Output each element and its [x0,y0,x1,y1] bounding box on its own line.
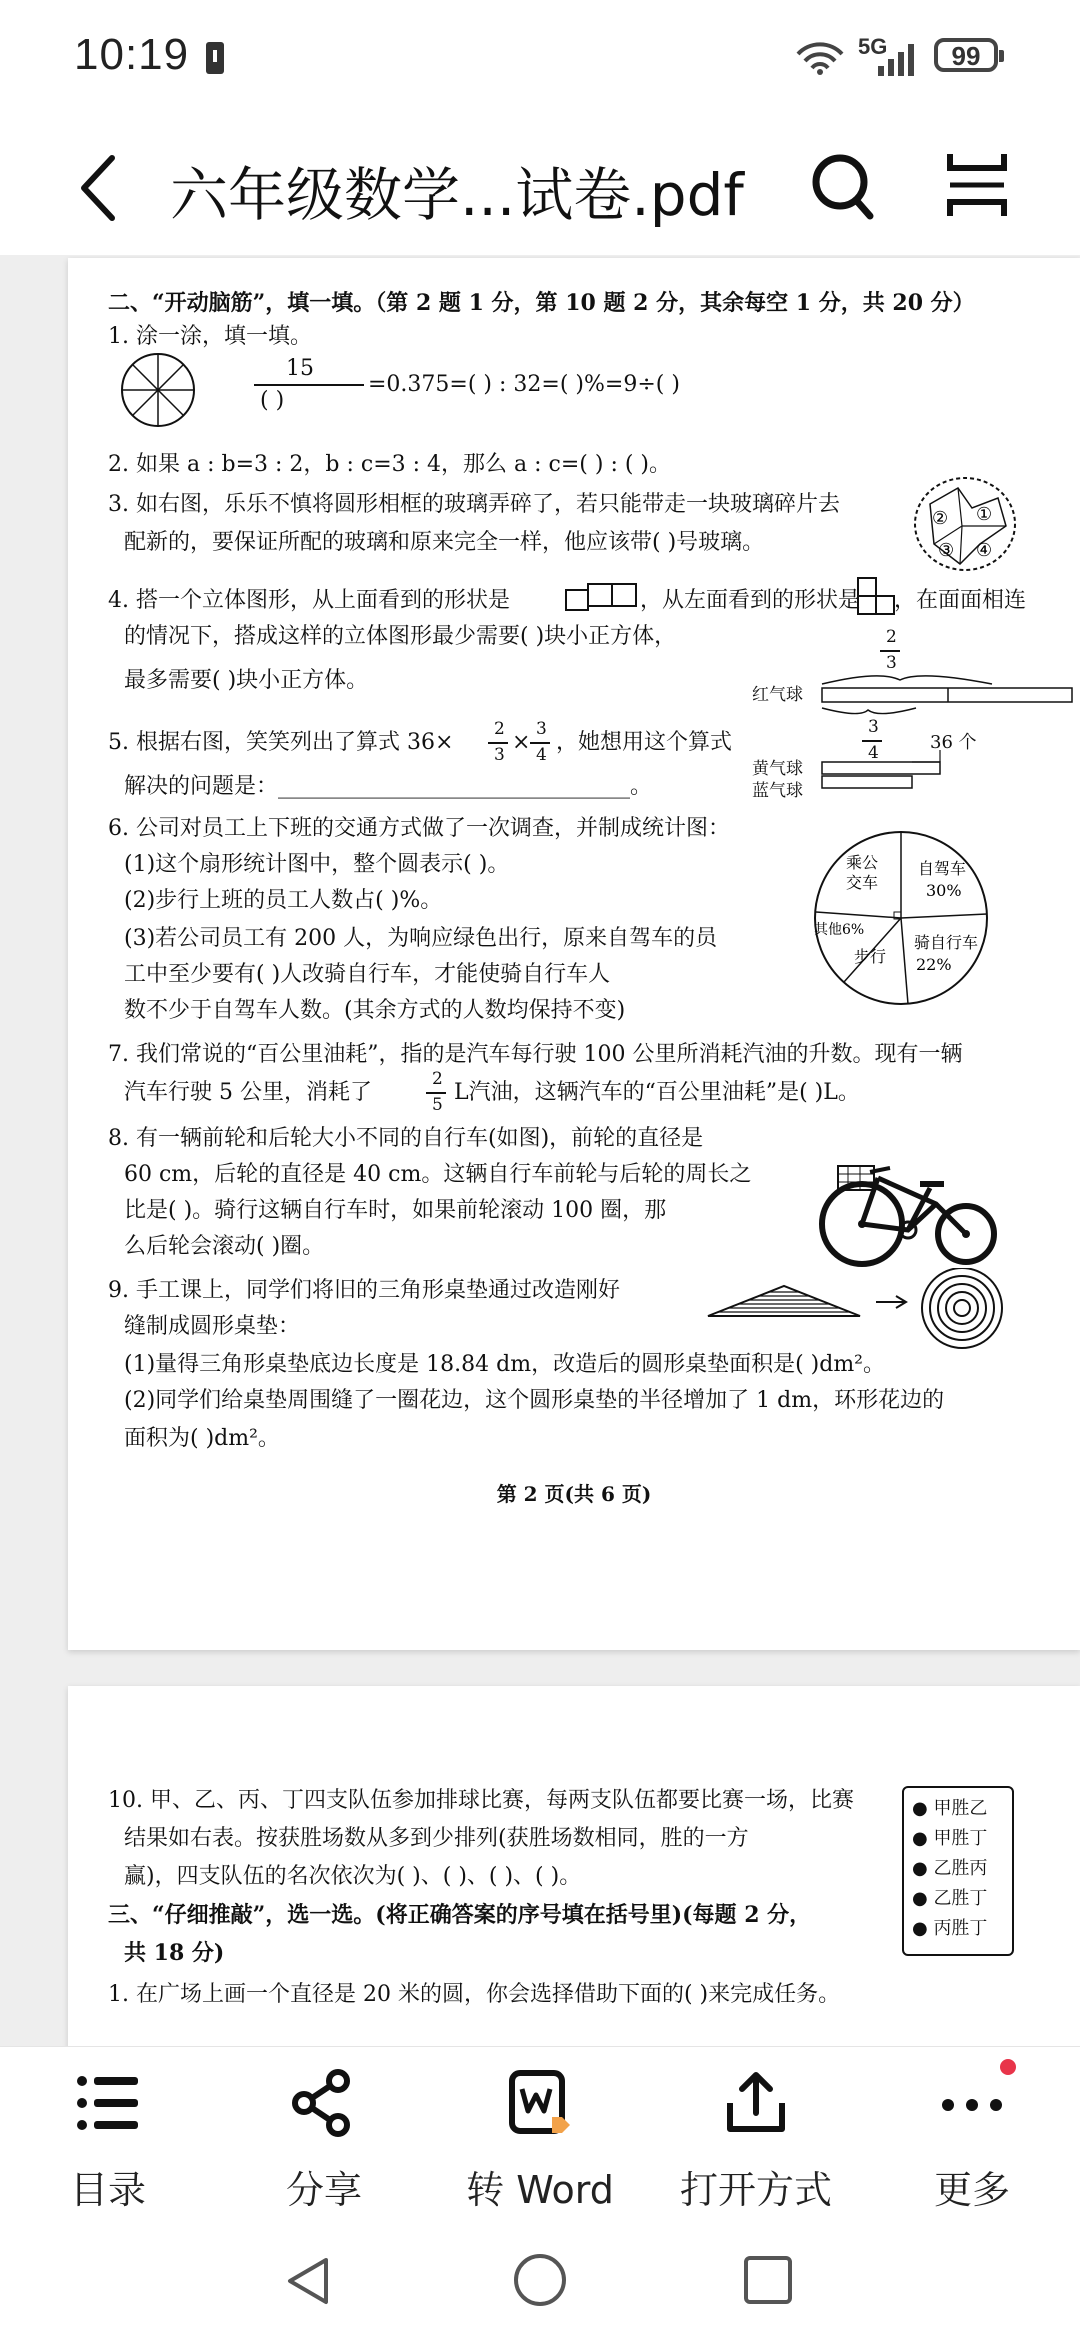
question-line: 10. 甲、乙、丙、丁四支队伍参加排球比赛，每两支队伍都要比赛一场，比赛 [108,1788,854,1813]
question-line: ，从左面看到的形状是 [640,588,861,613]
question-line: ，她想用这个算式 [556,730,733,755]
share-label: 分享 [285,2168,362,2212]
pdf-viewer[interactable] [0,256,1080,2046]
glass-label: ① [976,504,993,525]
document-title: 六年级数学...试卷.pdf [170,161,744,229]
question-line: (2)同学们给桌垫周围缝了一圈花边，这个圆形桌垫的半径增加了 1 dm，环形花边的 [124,1388,945,1413]
word-convert-icon [504,2067,576,2139]
result-item: ● 甲胜乙 [912,1798,988,1819]
question-line: ，在面面相连 [894,588,1027,613]
pie-label: 骑自行车 [914,933,979,952]
glass-label: ③ [938,540,955,561]
question-line: 5. 根据右图，笑笑列出了算式 36× [108,730,454,755]
page-number: 第 2 页(共 6 页) [496,1482,652,1506]
more-icon [936,2067,1008,2139]
pdf-page-2 [68,258,1080,1650]
bar-label-blue: 蓝气球 [752,781,803,801]
fraction-label: 4 [868,743,879,763]
notification-dot [1000,2059,1016,2075]
question-line: 8. 有一辆前轮和后轮大小不同的自行车(如图)，前轮的直径是 [108,1126,704,1151]
pie-label: 自驾车 [918,859,967,878]
broken-glass-figure [910,474,1020,574]
pdf-page-3 [68,1686,1080,2046]
glass-label: ④ [976,540,993,561]
nav-recents-icon[interactable] [742,2254,794,2306]
more-label: 更多 [933,2168,1010,2212]
result-item: ● 丙胜丁 [912,1918,988,1939]
fraction-label: 3 [868,717,879,737]
status-time: 10:19 [74,30,190,79]
battery-saver-icon [206,42,224,74]
question-line: 3. 如右图，乐乐不慎将圆形相框的玻璃弄碎了，若只能带走一块玻璃碎片去 [108,492,840,517]
pie-value: 30% [926,881,962,900]
toc-button[interactable] [0,2047,216,2227]
section-heading: 二、“开动脑筋”，填一填。（第 2 题 1 分，第 10 题 2 分，其余每空 1 分，共 20 分） [108,290,975,316]
question-line: L汽油，这辆汽车的“百公里油耗”是( )L。 [454,1080,860,1105]
question-line: 赢)，四支队伍的名次依次为( )、( )、( )、( )。 [124,1864,582,1889]
pie-label: 乘公 [846,853,879,872]
question-line: 6. 公司对员工上下班的交通方式做了一次调查，并制成统计图： [108,816,730,841]
fraction-label: 4 [536,745,547,765]
question-line: 7. 我们常说的“百公里油耗”，指的是汽车每行驶 100 公里所消耗汽油的升数。现有一辆 [108,1042,963,1067]
status-bar [0,0,1080,120]
nav-home-icon[interactable] [512,2252,568,2308]
toc-label: 目录 [69,2168,146,2212]
question-line: 工中至少要有( )人改骑自行车，才能使骑自行车人 [124,962,611,987]
nav-back-icon[interactable] [282,2254,336,2308]
more-button[interactable] [864,2047,1080,2227]
convert-word-label: 转 Word [466,2168,614,2212]
question-line: 4. 搭一个立体图形，从上面看到的形状是 [108,588,510,613]
question-line: 60 cm，后轮的直径是 40 cm。这辆自行车前轮与后轮的周长之 [124,1162,752,1187]
fraction-denominator: ( ) [260,388,285,413]
page-fit-icon[interactable] [944,150,1010,220]
question-line: (1)这个扇形统计图中，整个圆表示( )。 [124,852,510,877]
share-button[interactable] [216,2047,432,2227]
fraction-label: 5 [432,1095,443,1115]
question-line: (2)步行上班的员工人数占( )%。 [124,888,443,913]
open-with-label: 打开方式 [679,2168,832,2212]
top-view-figure [564,582,640,612]
signal-icon [876,40,924,76]
divided-circle-figure [118,350,198,430]
question-line: 数不少于自驾车人数。(其余方式的人数均保持不变) [124,998,626,1023]
question-line: 1. 涂一涂，填一填。 [108,324,312,349]
app-header [0,120,1080,256]
question-line: 配新的，要保证所配的玻璃和原来完全一样，他应该带( )号玻璃。 [124,530,765,555]
question-line: (3)若公司员工有 200 人，为响应绿色出行，原来自驾车的员 [124,926,718,951]
question-line: 汽车行驶 5 公里，消耗了 [124,1080,372,1105]
result-item: ● 乙胜丙 [912,1858,988,1879]
section-heading: 三、“仔细推敲”，选一选。(将正确答案的序号填在括号里)(每题 2 分， [108,1902,812,1928]
fraction-label: 2 [886,627,897,647]
glass-label: ② [932,508,949,529]
bar-label-yellow: 黄气球 [752,759,803,779]
battery-icon [934,38,998,72]
pie-value: 22% [916,955,952,974]
question-line: 比是( )。骑行这辆自行车时，如果前轮滚动 100 圈，那 [124,1198,667,1223]
system-nav-bar [0,2226,1080,2340]
bicycle-figure [816,1148,1006,1268]
results-table [902,1786,1014,1956]
pie-label: 其他6% [814,922,865,938]
fraction-label: 3 [886,653,897,673]
search-icon[interactable] [808,148,876,224]
pie-chart [808,828,994,1008]
question-line: 缝制成圆形桌垫： [124,1314,301,1339]
back-arrow-icon[interactable] [74,150,124,226]
question-line: 的情况下，搭成这样的立体图形最少需要( )块小正方体， [124,624,677,649]
section-heading: 共 18 分) [124,1940,225,1966]
fraction-label: 2 [494,719,505,739]
question-line: 9. 手工课上，同学们将旧的三角形桌垫通过改造刚好 [108,1278,620,1303]
question-line: 解决的问题是：________________________________。 [124,774,653,799]
question-line: 2. 如果 a : b=3 : 2，b : c=3 : 4，那么 a : c=( ) : ( )。 [108,452,672,477]
times-sign: × [512,730,531,755]
fraction-label: 3 [536,719,547,739]
fraction-numerator: 15 [286,356,314,381]
list-icon [72,2067,144,2139]
open-with-button[interactable] [648,2047,864,2227]
question-line: 面积为( )dm²。 [124,1426,280,1451]
convert-word-button[interactable] [432,2047,648,2227]
left-view-figure [856,576,896,616]
question-line: (1)量得三角形桌垫底边长度是 18.84 dm，改造后的圆形桌垫面积是( )dm²。 [124,1352,885,1377]
bar-count-label: 36 个 [930,732,977,753]
bar-label-red: 红气球 [752,685,803,705]
pie-label: 步行 [854,947,887,966]
battery-level: 99 [951,41,981,71]
upload-icon [720,2067,792,2139]
question-line: 1. 在广场上画一个直径是 20 米的圆，你会选择借助下面的( )来完成任务。 [108,1982,841,2007]
fraction-label: 2 [432,1069,443,1089]
share-icon [288,2067,360,2139]
pie-label: 交车 [846,873,879,892]
result-item: ● 乙胜丁 [912,1888,988,1909]
result-item: ● 甲胜丁 [912,1828,988,1849]
question-line: 么后轮会滚动( )圈。 [124,1234,325,1259]
bottom-toolbar [0,2046,1080,2227]
wifi-icon [794,38,846,76]
question-line: 结果如右表。按获胜场数从多到少排列(获胜场数相同，胜的一方 [124,1826,749,1851]
fraction-label: 3 [494,745,505,765]
network-type: 5G [858,34,888,59]
question-line: 最多需要( )块小正方体。 [124,668,369,693]
question-line: =0.375=( ) : 32=( )%=9÷( ) [368,372,680,397]
